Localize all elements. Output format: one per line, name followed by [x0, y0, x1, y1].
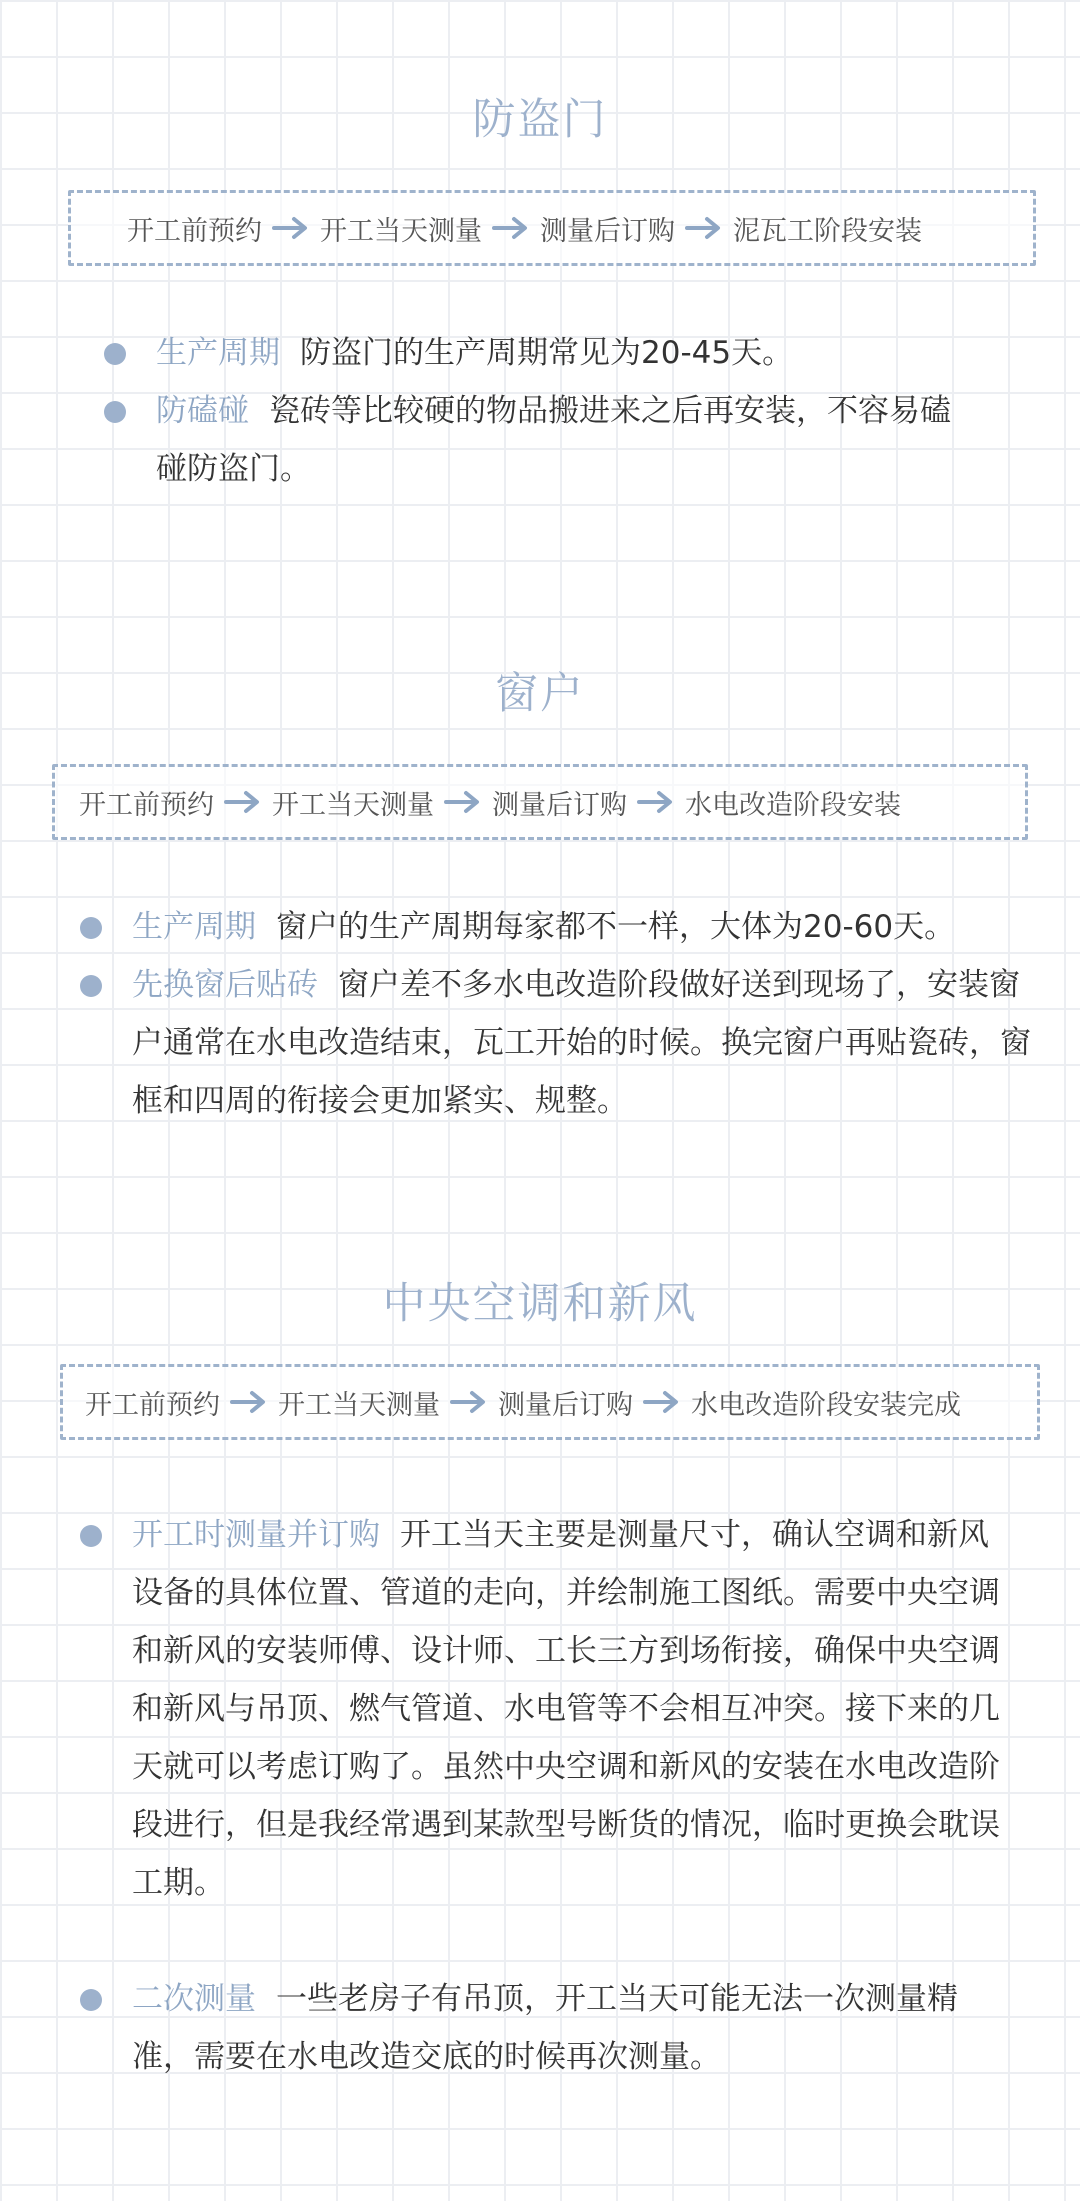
bullet-text: 防盗门的生产周期常见为20-45天。: [300, 335, 794, 371]
bullet-list: [104, 324, 964, 498]
arrow-right-icon: [450, 1390, 488, 1414]
list-item: [80, 898, 1040, 956]
flow-step: 开工前预约: [79, 789, 214, 821]
list-item: [104, 324, 964, 382]
bullet-text: 窗户差不多水电改造阶段做好送到现场了，安装窗户通常在水电改造结束，瓦工开始的时候。换完窗户再贴瓷砖，窗框和四周的衔接会更加紧实、规整。: [132, 967, 1031, 1119]
bullet-dot-icon: [80, 917, 102, 939]
flow-step: 测量后订购: [492, 789, 627, 821]
process-flow: [68, 190, 1036, 266]
list-item: [80, 956, 1040, 1130]
process-flow: [60, 1364, 1040, 1440]
list-item: [80, 1506, 1010, 1912]
section-title: 中央空调和新风: [382, 1279, 698, 1329]
list-item: [80, 1970, 1010, 2086]
bullet-dot-icon: [104, 343, 126, 365]
bullet-dot-icon: [80, 1989, 102, 2011]
flow-step: 开工当天测量: [278, 1389, 440, 1421]
arrow-right-icon: [444, 790, 482, 814]
flow-step: 开工当天测量: [320, 215, 482, 247]
bullet-dot-icon: [104, 401, 126, 423]
flow-step: 测量后订购: [498, 1389, 633, 1421]
bullet-list: [80, 898, 1040, 1130]
arrow-right-icon: [272, 216, 310, 240]
bullet-text: 瓷砖等比较硬的物品搬进来之后再安装，不容易磕碰防盗门。: [156, 393, 951, 487]
arrow-right-icon: [685, 216, 723, 240]
bullet-key: 开工时测量并订购: [132, 1517, 380, 1553]
flow-step: 测量后订购: [540, 215, 675, 247]
bullet-key: 先换窗后贴砖: [132, 967, 318, 1003]
bullet-text: 窗户的生产周期每家都不一样，大体为20-60天。: [276, 909, 956, 945]
bullet-key: 防磕碰: [156, 393, 249, 429]
bullet-list: [80, 1506, 1010, 2086]
flow-step: 水电改造阶段安装: [685, 789, 901, 821]
bullet-key: 二次测量: [132, 1981, 256, 2017]
flow-step: 水电改造阶段安装完成: [691, 1389, 961, 1421]
flow-step: 开工当天测量: [272, 789, 434, 821]
arrow-right-icon: [224, 790, 262, 814]
arrow-right-icon: [492, 216, 530, 240]
flow-step: 泥瓦工阶段安装: [733, 215, 922, 247]
flow-step: 开工前预约: [85, 1389, 220, 1421]
process-flow: [52, 764, 1028, 840]
arrow-right-icon: [637, 790, 675, 814]
bullet-text: 一些老房子有吊顶，开工当天可能无法一次测量精准，需要在水电改造交底的时候再次测量。: [132, 1981, 958, 2075]
section-title: 防盗门: [472, 95, 608, 145]
arrow-right-icon: [643, 1390, 681, 1414]
bullet-key: 生产周期: [156, 335, 280, 371]
bullet-dot-icon: [80, 1525, 102, 1547]
bullet-dot-icon: [80, 975, 102, 997]
flow-step: 开工前预约: [127, 215, 262, 247]
list-item: [104, 382, 964, 498]
section-title: 窗户: [495, 669, 585, 719]
arrow-right-icon: [230, 1390, 268, 1414]
bullet-key: 生产周期: [132, 909, 256, 945]
bullet-text: 开工当天主要是测量尺寸，确认空调和新风设备的具体位置、管道的走向，并绘制施工图纸。需要中央空调和新风的安装师傅、设计师、工长三方到场衔接，确保中央空调和新风与吊顶、燃气管道、水电管等不会相互冲突。接下来的几天就可以考虑订购了。虽然中央空调和新风的安装在水电改造阶段进行，但是我经常遇到某款型号断货的情况，临时更换会耽误工期。: [132, 1517, 1000, 1901]
